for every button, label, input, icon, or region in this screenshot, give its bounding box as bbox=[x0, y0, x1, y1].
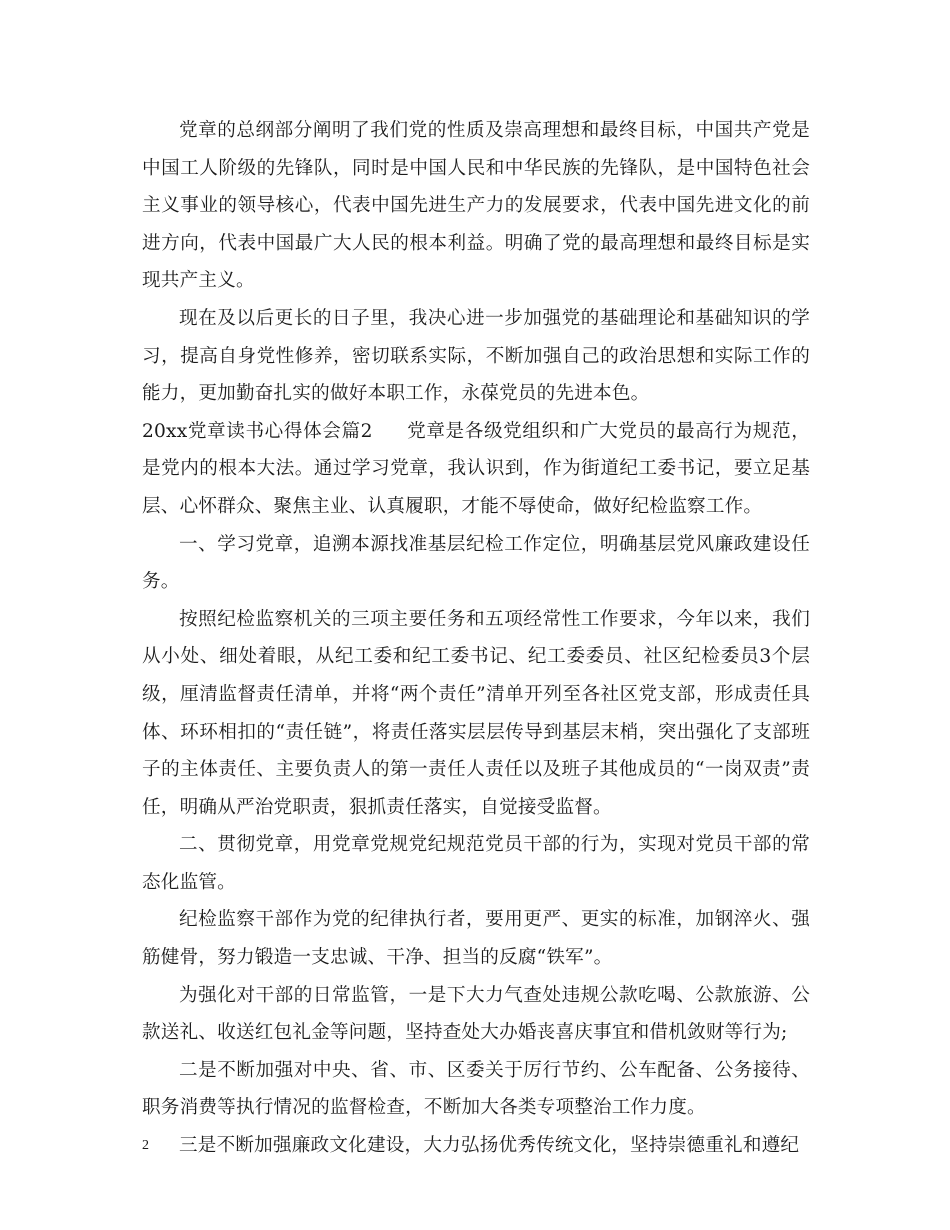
paragraph-2: 现在及以后更长的日子里，我决心进一步加强党的基础理论和基础知识的学习，提高自身党性修养，密切联系实际，不断加强自己的政治思想和实际工作的能力，更加勤奋扎实的做好本职工作，永葆党员的先进本色。 bbox=[142, 307, 810, 405]
paragraph-6: 二、贯彻党章，用党章党规党纪规范党员干部的行为，实现对党员干部的常态化监管。 bbox=[142, 834, 810, 893]
paragraph-3-text: 党章是各级党组织和广大党员的最高行为规范，是党内的根本大法。通过学习党章，我认识到，作为街道纪工委书记，要立足基层、心怀群众、聚焦主业、认真履职，才能不辱使命，做好纪检监察工作。 bbox=[142, 420, 811, 517]
paragraph-1: 党章的总纲部分阐明了我们党的性质及崇高理想和最终目标，中国共产党是中国工人阶级的先锋队，同时是中国人民和中华民族的先锋队，是中国特色社会主义事业的领导核心，代表中国先进生产力的发展要求，代表中国先进文化的前进方向，代表中国最广大人民的根本利益。明确了党的最高理想和最终目标是实现共产主义。 bbox=[142, 120, 810, 292]
paragraph-9: 二是不断加强对中央、省、市、区委关于厉行节约、公车配备、公务接待、职务消费等执行情况的监督检查，不断加大各类专项整治工作力度。 bbox=[142, 1059, 810, 1119]
page-number: 2 bbox=[142, 1138, 149, 1153]
paragraph-3 bbox=[142, 413, 810, 526]
section-heading: 20xx党章读书心得体会篇2 bbox=[142, 420, 373, 442]
paragraph-4: 一、学习党章，追溯本源找准基层纪检工作定位，明确基层党风廉政建设任务。 bbox=[142, 533, 810, 593]
paragraph-10: 三是不断加强廉政文化建设，大力弘扬优秀传统文化，坚持崇德重礼和遵纪 bbox=[179, 1135, 800, 1157]
paragraph-8: 为强化对干部的日常监管，一是下大力气查处违规公款吃喝、公款旅游、公款送礼、收送红包礼金等问题，坚持查处大办婚丧喜庆事宜和借机敛财等行为; bbox=[142, 984, 810, 1044]
paragraph-5: 按照纪检监察机关的三项主要任务和五项经常性工作要求，今年以来，我们从小处、细处着眼，从纪工委和纪工委书记、纪工委委员、社区纪检委员3个层级，厘清监督责任清单，并将“两个责任”清单开列至各社区党支部，形成责任具体、环环相扣的“责任链”，将责任落实层层传导到基层末梢，突出强化了支部班子的主体责任、主要负责人的第一责任人责任以及班子其他成员的“一岗双责”责任，明确从严治党职责，狠抓责任落实，自觉接受监督。 bbox=[142, 608, 810, 818]
paragraph-7: 纪检监察干部作为党的纪律执行者，要用更严、更实的标准，加钢淬火、强筋健骨，努力锻造一支忠诚、干净、担当的反腐“铁军”。 bbox=[142, 909, 810, 969]
document-body bbox=[142, 112, 810, 1165]
